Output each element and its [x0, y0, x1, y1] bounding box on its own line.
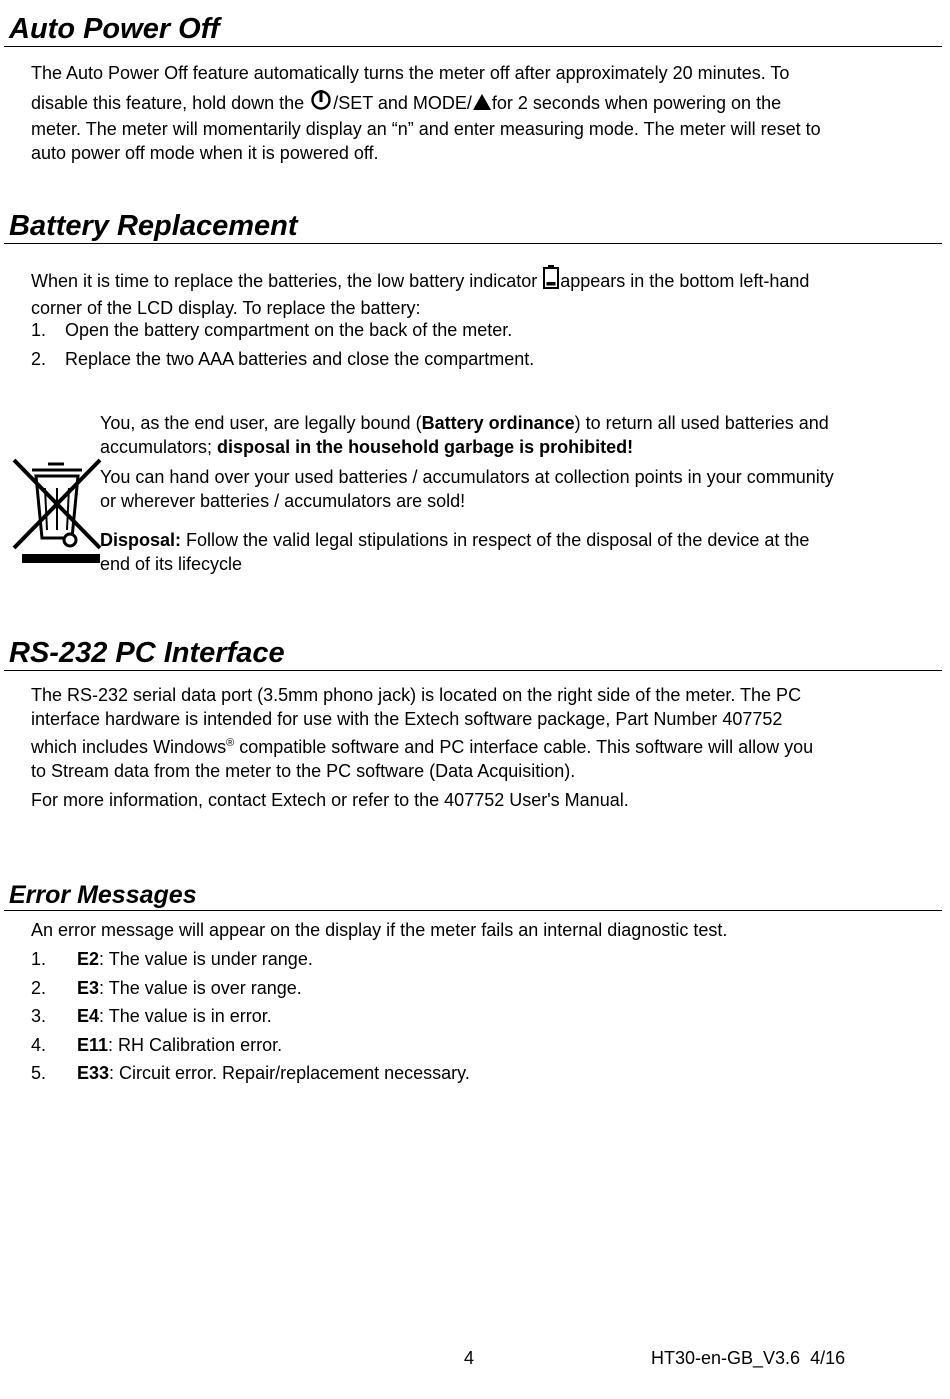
page-number: 4 — [464, 1348, 475, 1368]
text-line: You can hand over your used batteries / accumulators at collection points in your community — [100, 467, 834, 487]
text-line — [31, 89, 936, 117]
list-number: 4. — [31, 1035, 47, 1055]
list-item — [31, 947, 931, 971]
list-number: 5. — [31, 1063, 47, 1083]
text-line: end of its lifecycle — [100, 554, 243, 574]
list-number: 1. — [31, 949, 47, 969]
list-text: Open the battery compartment on the back of the meter. — [65, 320, 513, 340]
text-fragment-bold: Battery ordinance — [421, 413, 575, 433]
text-line — [31, 731, 936, 759]
heading-text: Battery Replacement — [9, 210, 298, 242]
text-fragment: /SET and MODE/ — [333, 93, 472, 113]
list-text: : RH Calibration error. — [108, 1035, 283, 1055]
list-item — [31, 318, 931, 342]
battery-icon — [542, 264, 560, 296]
error-code: E4 — [77, 1006, 100, 1026]
list-text: : The value is over range. — [99, 978, 302, 998]
text-line: or wherever batteries / accumulators are sold! — [100, 491, 466, 511]
list-item — [31, 1061, 931, 1085]
text-fragment-bold: disposal in the household garbage is prohibited! — [217, 437, 634, 457]
section-heading-auto-power-off — [4, 15, 942, 47]
text-line — [31, 264, 936, 296]
list-number: 3. — [31, 1006, 47, 1026]
section-heading-error-messages — [4, 883, 942, 911]
list-text: : The value is under range. — [99, 949, 313, 969]
list-text: : The value is in error. — [99, 1006, 272, 1026]
text-line — [100, 435, 945, 459]
text-line — [100, 411, 945, 435]
list-text: Replace the two AAA batteries and close the compartment. — [65, 349, 535, 369]
document-id: HT30-en-GB_V3.6 4/16 — [651, 1348, 846, 1368]
text-line: auto power off mode when it is powered off. — [31, 143, 379, 163]
text-line: meter. The meter will momentarily display an “n” and enter measuring mode. The meter will reset to — [31, 119, 821, 139]
text-fragment: disable this feature, hold down the — [31, 93, 310, 113]
disposal-notice — [100, 411, 945, 576]
registered-mark: ® — [226, 737, 235, 749]
text-fragment: for 2 seconds when powering on the — [491, 93, 782, 113]
text-fragment-bold: Disposal: — [100, 530, 182, 550]
error-code: E2 — [77, 949, 100, 969]
list-item — [31, 1004, 931, 1028]
text-fragment: accumulators; — [100, 437, 218, 457]
text-fragment: ) to return all used batteries and — [574, 413, 829, 433]
heading-text: Auto Power Off — [9, 13, 220, 45]
text-line: to Stream data from the meter to the PC software (Data Acquisition). — [31, 761, 576, 781]
text-line: corner of the LCD display. To replace the battery: — [31, 298, 421, 318]
list-item — [31, 1033, 931, 1057]
rs232-paragraph — [31, 683, 936, 812]
errors-intro: An error message will appear on the display if the meter fails an internal diagnostic test. — [31, 920, 728, 940]
section-heading-rs232 — [4, 639, 942, 671]
battery-paragraph — [31, 264, 936, 320]
list-text: : Circuit error. Repair/replacement necessary. — [109, 1063, 470, 1083]
auto-power-off-paragraph — [31, 61, 936, 165]
list-number: 1. — [31, 320, 47, 340]
crossed-bin-icon — [12, 454, 102, 566]
error-code: E11 — [77, 1035, 109, 1055]
text-fragment: When it is time to replace the batteries, the low battery indicator — [31, 271, 543, 291]
list-number: 2. — [31, 349, 47, 369]
text-line: The Auto Power Off feature automatically turns the meter off after approximately 20 minutes. To — [31, 63, 790, 83]
text-fragment: appears in the bottom left-hand — [560, 271, 810, 291]
text-fragment: which includes Windows — [31, 737, 227, 757]
text-line — [100, 528, 945, 552]
text-line: interface hardware is intended for use with the Extech software package, Part Number 407752 — [31, 709, 783, 729]
power-icon — [309, 89, 333, 117]
list-number: 2. — [31, 978, 47, 998]
error-code: E3 — [77, 978, 100, 998]
error-code: E33 — [77, 1063, 110, 1083]
text-fragment: You, as the end user, are legally bound ( — [100, 413, 422, 433]
heading-text: Error Messages — [9, 881, 197, 909]
text-fragment: Follow the valid legal stipulations in respect of the disposal of the device at the — [181, 530, 810, 550]
list-item — [31, 976, 931, 1000]
text-line: For more information, contact Extech or refer to the 407752 User's Manual. — [31, 790, 629, 810]
up-triangle-icon — [472, 93, 492, 117]
list-item — [31, 347, 931, 371]
heading-text: RS-232 PC Interface — [9, 637, 285, 669]
section-heading-battery-replacement — [4, 212, 942, 244]
text-fragment: compatible software and PC interface cable. This software will allow you — [234, 737, 814, 757]
text-line: The RS-232 serial data port (3.5mm phono jack) is located on the right side of the meter. The PC — [31, 685, 802, 705]
